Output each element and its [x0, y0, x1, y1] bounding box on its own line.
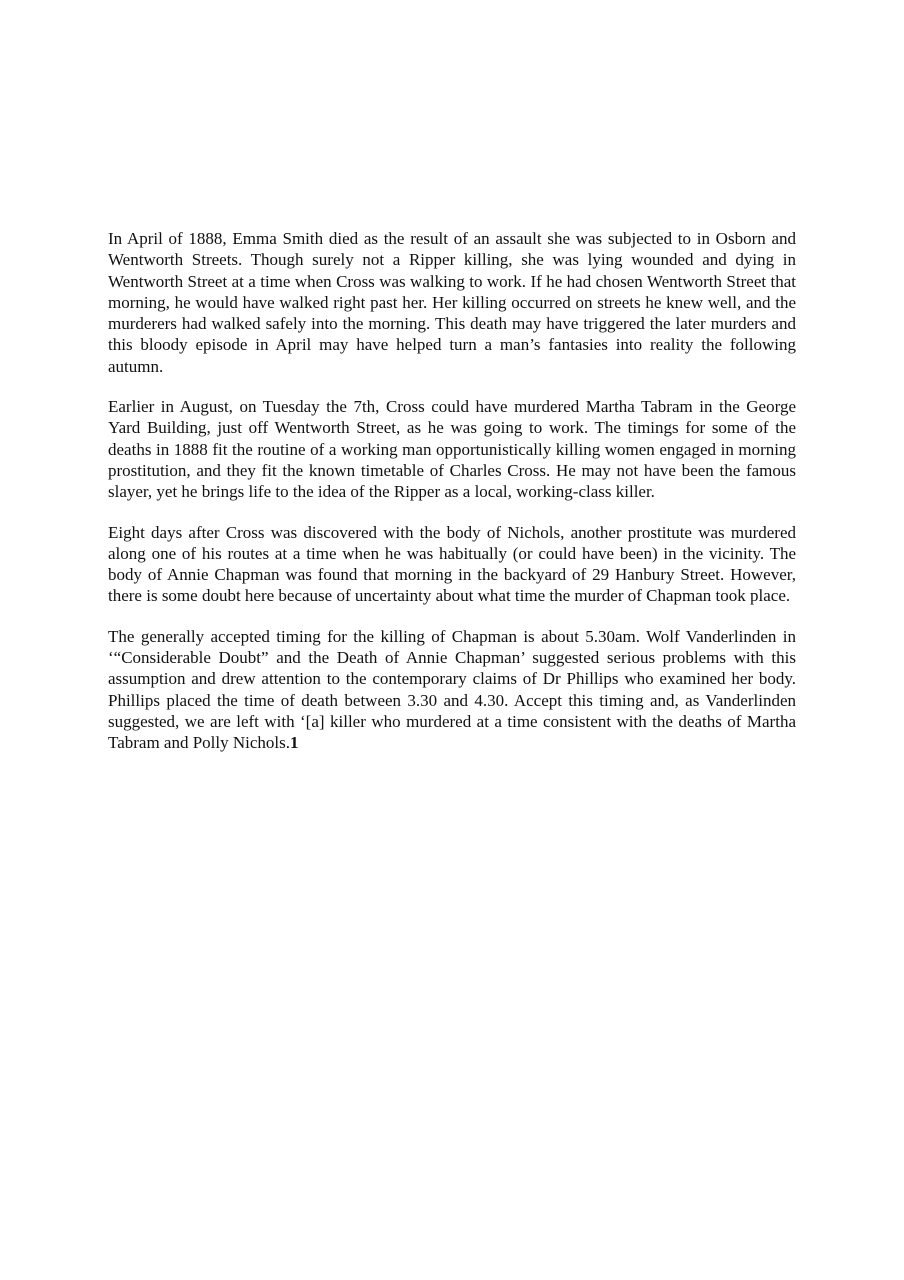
paragraph-martha-tabram: Earlier in August, on Tuesday the 7th, Cross could have murdered Martha Tabram in the George Yard Building, just off Wentworth Street, as he was going to work. The timings for some of the deaths in 1888 fit the routine of a working man opportunistically killing women engaged in morning prostitution, and they fit the known timetable of Charles Cross. He may not have been the famous slayer, yet he brings life to the idea of the Ripper as a local, working-class killer. [108, 397, 796, 502]
footnote-reference: 1 [290, 733, 299, 753]
paragraph-chapman-timing [108, 626, 796, 754]
paragraph-annie-chapman: Eight days after Cross was discovered with the body of Nichols, another prostitute was murdered along one of his routes at a time when he was habitually (or could have been) in the vicinity. The body of Annie Chapman was found that morning in the backyard of 29 Hanbury Street. However, there is some doubt here because of uncertainty about what time the murder of Chapman took place. [108, 522, 796, 606]
body-text [108, 228, 796, 773]
paragraph-chapman-timing-text: The generally accepted timing for the killing of Chapman is about 5.30am. Wolf Vanderlinden in ‘“Considerable Doubt” and the Death of Annie Chapman’ suggested serious problems with this assumption and drew attention to the contemporary claims of Dr Phillips who examined her body. Phillips placed the time of death between 3.30 and 4.30. Accept this timing and, as Vanderlinden suggested, we are left with ‘[a] killer who murdered at a time consistent with the deaths of Martha Tabram and Polly Nichols. [108, 626, 796, 753]
paragraph-emma-smith: In April of 1888, Emma Smith died as the result of an assault she was subjected to in Osborn and Wentworth Streets. Though surely not a Ripper killing, she was lying wounded and dying in Wentworth Street at a time when Cross was walking to work. If he had chosen Wentworth Street that morning, he would have walked right past her. Her killing occurred on streets he knew well, and the murderers had walked safely into the morning. This death may have triggered the later murders and this bloody episode in April may have helped turn a man’s fantasies into reality the following autumn. [108, 229, 796, 376]
